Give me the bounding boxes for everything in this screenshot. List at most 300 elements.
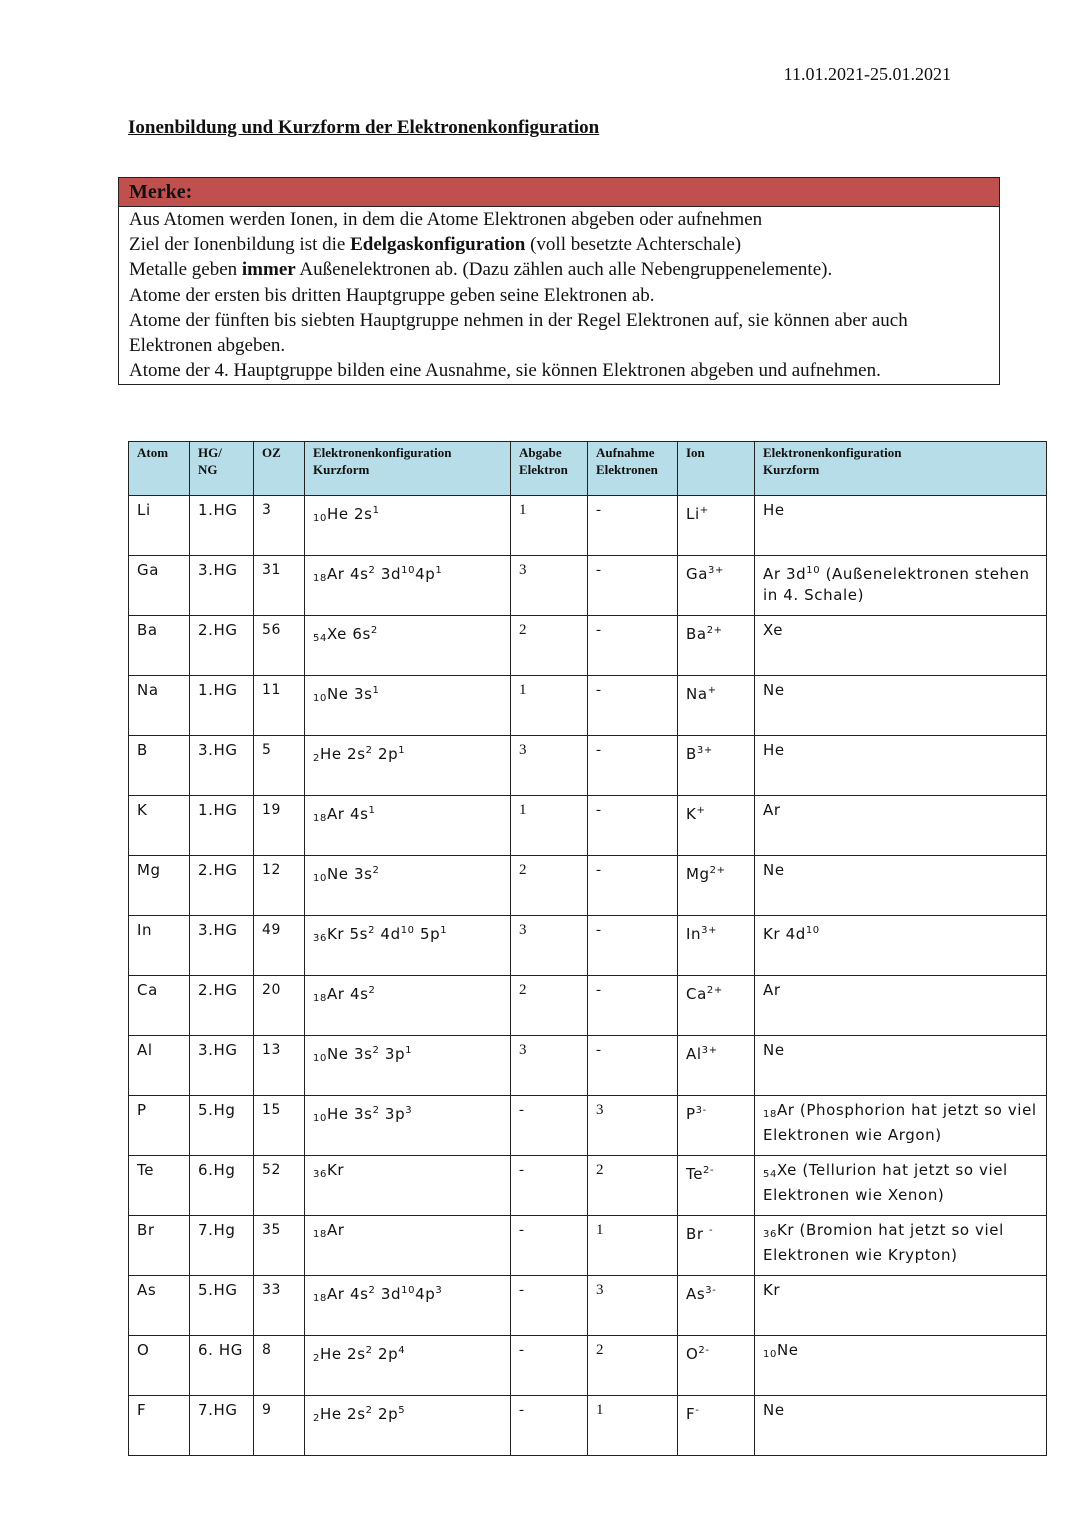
cell-abgabe: 3 <box>511 736 588 796</box>
cell-oz: 3 <box>254 496 305 556</box>
cell-ion-config: Ne <box>755 856 1047 916</box>
cell-oz: 15 <box>254 1096 305 1156</box>
table-row <box>129 976 1047 1036</box>
header-text: Kurzform <box>763 462 820 477</box>
cell-hg: 2.HG <box>190 856 254 916</box>
cell-hg: 6. HG <box>190 1336 254 1396</box>
config-gas: Ar <box>326 1221 345 1239</box>
table-row <box>129 1156 1047 1216</box>
cell-ion-config: Xe <box>755 616 1047 676</box>
merke-line <box>129 232 989 257</box>
config-prefix: 18 <box>313 813 327 824</box>
table-row <box>129 1216 1047 1276</box>
cell-ion <box>678 1096 755 1156</box>
cell-aufnahme: - <box>588 556 678 616</box>
ion-charge: + <box>707 685 717 696</box>
header-text: Elektronenkonfiguration <box>763 445 902 460</box>
config-orbital: 4p <box>415 565 436 583</box>
cell-aufnahme: 1 <box>588 1216 678 1276</box>
cell-atom: Al <box>129 1036 190 1096</box>
cell-abgabe: 2 <box>511 616 588 676</box>
table-row <box>129 736 1047 796</box>
ion-symbol: Al <box>686 1045 702 1063</box>
cell-abgabe: - <box>511 1216 588 1276</box>
merke-line: Atome der 4. Hauptgruppe bilden eine Ausnahme, sie können Elektronen abgeben und aufnehmen. <box>129 360 881 382</box>
merke-line: Aus Atomen werden Ionen, in dem die Atome Elektronen abgeben oder aufnehmen <box>129 209 763 230</box>
col-header-hg <box>190 442 254 496</box>
config-orbital: 2p <box>372 745 399 763</box>
table-row <box>129 796 1047 856</box>
config-orbital: 2s <box>341 1345 366 1363</box>
config-orbital: 3s <box>348 1045 373 1063</box>
cell-aufnahme: - <box>588 976 678 1036</box>
ion-charge: + <box>699 505 709 516</box>
cell-abgabe: - <box>511 1096 588 1156</box>
config-gas: Ar <box>326 805 345 823</box>
table-row <box>129 856 1047 916</box>
ion-config-note: Ne <box>776 1341 799 1359</box>
config-exp: 2 <box>372 865 380 876</box>
col-header-aufnahme <box>588 442 678 496</box>
cell-ion <box>678 1336 755 1396</box>
merke-text: Außenelektronen ab. (Dazu zählen auch alle Nebengruppenelemente). <box>295 259 833 281</box>
config-exp: 2 <box>365 1345 373 1356</box>
config-prefix: 36 <box>313 1169 327 1180</box>
merke-line <box>129 257 989 282</box>
cell-config <box>305 796 511 856</box>
merke-bold: immer <box>241 259 296 281</box>
table-row <box>129 676 1047 736</box>
cell-aufnahme: - <box>588 676 678 736</box>
cell-ion <box>678 676 755 736</box>
cell-aufnahme: - <box>588 736 678 796</box>
config-orbital: 2p <box>372 1345 399 1363</box>
config-gas: Ar <box>326 565 345 583</box>
col-header-ion: Ion <box>678 442 755 496</box>
merke-line: Atome der ersten bis dritten Hauptgruppe geben seine Elektronen ab. <box>129 284 655 306</box>
merke-bold: Edelgaskonfiguration <box>350 234 526 256</box>
config-exp: 2 <box>368 565 376 576</box>
ion-symbol: Te <box>686 1165 704 1183</box>
cell-config <box>305 1396 511 1456</box>
cell-atom: Br <box>129 1216 190 1276</box>
config-prefix: 18 <box>313 1229 327 1240</box>
cell-ion <box>678 556 755 616</box>
cell-config <box>305 1276 511 1336</box>
config-exp: 1 <box>372 685 380 696</box>
cell-hg: 3.HG <box>190 556 254 616</box>
cell-oz: 56 <box>254 616 305 676</box>
config-exp: 10 <box>401 1285 416 1296</box>
cell-ion <box>678 496 755 556</box>
config-exp: 5 <box>398 1405 406 1416</box>
config-prefix: 18 <box>313 1293 327 1304</box>
cell-oz: 9 <box>254 1396 305 1456</box>
cell-ion-config <box>755 1336 1047 1396</box>
config-orbital: 3s <box>348 1105 373 1123</box>
table-row <box>129 1336 1047 1396</box>
cell-oz: 31 <box>254 556 305 616</box>
cell-atom: K <box>129 796 190 856</box>
cell-config <box>305 976 511 1036</box>
config-exp: 10 <box>400 925 415 936</box>
cell-ion <box>678 1276 755 1336</box>
config-prefix: 2 <box>313 1353 320 1364</box>
config-prefix: 36 <box>763 1229 777 1240</box>
cell-config <box>305 556 511 616</box>
header-text: Kurzform <box>313 462 370 477</box>
cell-atom: Ba <box>129 616 190 676</box>
config-exp: 1 <box>405 1045 413 1056</box>
ion-charge: 3+ <box>696 745 713 756</box>
cell-ion <box>678 856 755 916</box>
cell-ion-config: Ar <box>755 976 1047 1036</box>
ion-charge: 3+ <box>701 1045 718 1056</box>
cell-hg: 6.Hg <box>190 1156 254 1216</box>
cell-ion-config: Ne <box>755 676 1047 736</box>
config-orbital: 5p <box>414 925 441 943</box>
cell-abgabe: 1 <box>511 676 588 736</box>
config-gas: Xe <box>326 625 347 643</box>
cell-hg: 1.HG <box>190 796 254 856</box>
cell-aufnahme: - <box>588 496 678 556</box>
ion-charge: 3- <box>695 1105 707 1116</box>
cell-ion <box>678 916 755 976</box>
cell-aufnahme: - <box>588 916 678 976</box>
ion-charge: 2+ <box>709 865 726 876</box>
merke-text: Metalle geben <box>129 259 242 281</box>
config-exp: 2 <box>368 925 376 936</box>
cell-atom: As <box>129 1276 190 1336</box>
ion-symbol: P <box>686 1105 696 1123</box>
cell-ion <box>678 796 755 856</box>
table-row <box>129 1096 1047 1156</box>
header-text: Aufnahme <box>596 445 655 460</box>
config-orbital: 2s <box>341 745 366 763</box>
ion-charge: 2- <box>703 1165 715 1176</box>
cell-oz: 49 <box>254 916 305 976</box>
cell-abgabe: - <box>511 1156 588 1216</box>
cell-aufnahme: - <box>588 796 678 856</box>
config-orbital: 4p <box>415 1285 436 1303</box>
config-gas: He <box>319 1345 342 1363</box>
ion-table <box>128 441 1047 1456</box>
config-prefix: 2 <box>313 1413 320 1424</box>
cell-config <box>305 676 511 736</box>
config-prefix: 18 <box>763 1109 777 1120</box>
table-row <box>129 916 1047 976</box>
cell-ion-config: Ne <box>755 1396 1047 1456</box>
config-orbital: 3d <box>375 1285 402 1303</box>
config-gas: He <box>326 505 349 523</box>
merke-text: (voll besetzte Achterschale) <box>525 234 742 256</box>
date-range: 11.01.2021-25.01.2021 <box>783 64 951 84</box>
config-exp: 1 <box>372 505 380 516</box>
cell-ion-config: Ne <box>755 1036 1047 1096</box>
ion-config-note: Xe (Tellurion hat jetzt so viel Elektronen wie Xenon) <box>763 1161 1008 1204</box>
cell-ion-config <box>755 1216 1047 1276</box>
col-header-ion-config <box>755 442 1047 496</box>
cell-abgabe: - <box>511 1336 588 1396</box>
cell-hg: 7.HG <box>190 1396 254 1456</box>
cell-atom: Mg <box>129 856 190 916</box>
cell-hg: 5.HG <box>190 1276 254 1336</box>
config-prefix: 54 <box>313 633 327 644</box>
cell-atom: O <box>129 1336 190 1396</box>
ion-charge: 2- <box>698 1345 710 1356</box>
cell-config <box>305 1156 511 1216</box>
cell-hg: 7.Hg <box>190 1216 254 1276</box>
header-text: Abgabe <box>519 445 562 460</box>
cell-config <box>305 1216 511 1276</box>
config-exp: 2 <box>370 625 378 636</box>
config-gas: He <box>326 1105 349 1123</box>
config-gas: He <box>319 745 342 763</box>
cell-oz: 19 <box>254 796 305 856</box>
cell-atom: Na <box>129 676 190 736</box>
ion-symbol: Ga <box>686 565 709 583</box>
ion-symbol: Ca <box>686 985 707 1003</box>
cell-aufnahme: 1 <box>588 1396 678 1456</box>
cell-aufnahme: - <box>588 616 678 676</box>
cell-ion-config <box>755 556 1047 616</box>
cell-ion-config <box>755 1156 1047 1216</box>
config-orbital: 2s <box>341 1405 366 1423</box>
cell-abgabe: 3 <box>511 916 588 976</box>
cell-aufnahme: 3 <box>588 1276 678 1336</box>
ion-charge: - <box>695 1405 700 1416</box>
ion-charge: 2+ <box>706 625 723 636</box>
config-orbital: 2p <box>372 1405 399 1423</box>
cell-config <box>305 1036 511 1096</box>
config-prefix: 36 <box>313 933 327 944</box>
page-title: Ionenbildung und Kurzform der Elektronenkonfiguration <box>128 117 600 138</box>
ion-symbol: Li <box>686 505 700 523</box>
merke-line: Atome der fünften bis siebten Hauptgruppe nehmen in der Regel Elektronen auf, sie können aber auch Elektronen abgeben. <box>129 309 908 357</box>
config-exp: 1 <box>398 745 406 756</box>
ion-charge: 3+ <box>701 925 718 936</box>
ion-config-text: Kr 4d <box>763 925 806 943</box>
ion-symbol: As <box>686 1285 706 1303</box>
cell-oz: 35 <box>254 1216 305 1276</box>
cell-abgabe: 2 <box>511 856 588 916</box>
config-exp: 4 <box>398 1345 406 1356</box>
config-orbital: 3s <box>348 865 373 883</box>
cell-oz: 33 <box>254 1276 305 1336</box>
config-exp: 2 <box>372 1105 380 1116</box>
config-orbital: 4s <box>344 1285 369 1303</box>
config-orbital: 6s <box>346 625 371 643</box>
cell-abgabe: 2 <box>511 976 588 1036</box>
cell-ion <box>678 1396 755 1456</box>
cell-config <box>305 916 511 976</box>
col-header-oz: OZ <box>254 442 305 496</box>
ion-charge: 3- <box>705 1285 717 1296</box>
config-prefix: 2 <box>313 753 320 764</box>
table-header-row <box>129 442 1047 496</box>
config-prefix: 10 <box>313 1053 327 1064</box>
config-exp: 1 <box>435 565 443 576</box>
config-gas: Ne <box>326 865 349 883</box>
merke-text: Ziel der Ionenbildung ist die <box>129 234 351 256</box>
cell-ion-config <box>755 1096 1047 1156</box>
cell-hg: 5.Hg <box>190 1096 254 1156</box>
config-exp: 1 <box>368 805 376 816</box>
cell-aufnahme: - <box>588 856 678 916</box>
cell-oz: 8 <box>254 1336 305 1396</box>
config-gas: Ne <box>326 685 349 703</box>
ion-symbol: Na <box>686 685 708 703</box>
config-exp: 1 <box>440 925 448 936</box>
config-orbital: 2s <box>348 505 373 523</box>
header-text: Elektron <box>519 462 568 477</box>
col-header-abgabe <box>511 442 588 496</box>
cell-hg: 3.HG <box>190 916 254 976</box>
ion-symbol: B <box>686 745 697 763</box>
config-orbital: 4s <box>344 805 369 823</box>
config-prefix: 10 <box>313 693 327 704</box>
ion-symbol: Mg <box>686 865 710 883</box>
ion-config-note: Kr (Bromion hat jetzt so viel Elektronen wie Krypton) <box>763 1221 1004 1264</box>
cell-oz: 11 <box>254 676 305 736</box>
config-orbital: 3d <box>375 565 402 583</box>
table-row <box>129 1036 1047 1096</box>
table-row <box>129 496 1047 556</box>
config-orbital: 3p <box>379 1045 406 1063</box>
config-prefix: 10 <box>313 873 327 884</box>
cell-atom: In <box>129 916 190 976</box>
config-exp: 2 <box>365 1405 373 1416</box>
header-text: NG <box>198 462 218 477</box>
cell-ion <box>678 1036 755 1096</box>
cell-aufnahme: 3 <box>588 1096 678 1156</box>
config-gas: Ne <box>326 1045 349 1063</box>
cell-abgabe: 1 <box>511 796 588 856</box>
cell-atom: P <box>129 1096 190 1156</box>
merke-box <box>118 177 1000 385</box>
cell-ion <box>678 1216 755 1276</box>
cell-atom: Li <box>129 496 190 556</box>
cell-ion <box>678 976 755 1036</box>
cell-ion-config: Kr <box>755 1276 1047 1336</box>
config-orbital: 3s <box>348 685 373 703</box>
ion-symbol: K <box>686 805 697 823</box>
config-exp: 2 <box>368 1285 376 1296</box>
cell-hg: 1.HG <box>190 496 254 556</box>
cell-config <box>305 736 511 796</box>
config-gas: Kr <box>326 1161 345 1179</box>
cell-hg: 2.HG <box>190 976 254 1036</box>
cell-oz: 13 <box>254 1036 305 1096</box>
config-orbital: 4d <box>375 925 401 943</box>
config-exp: 10 <box>806 565 821 576</box>
cell-hg: 2.HG <box>190 616 254 676</box>
cell-atom: Ca <box>129 976 190 1036</box>
ion-charge: 3+ <box>708 565 724 576</box>
config-gas: Kr <box>326 925 345 943</box>
config-exp: 3 <box>435 1285 443 1296</box>
table-row <box>129 556 1047 616</box>
cell-abgabe: - <box>511 1396 588 1456</box>
merke-body <box>119 207 999 384</box>
config-orbital: 4s <box>344 985 369 1003</box>
merke-heading: Merke: <box>119 178 999 207</box>
cell-ion <box>678 1156 755 1216</box>
cell-config <box>305 496 511 556</box>
cell-abgabe: - <box>511 1276 588 1336</box>
config-exp: 2 <box>372 1045 380 1056</box>
ion-symbol: Br <box>686 1225 704 1243</box>
config-prefix: 10 <box>313 513 327 524</box>
config-exp: 3 <box>405 1105 413 1116</box>
ion-symbol: In <box>686 925 702 943</box>
cell-ion-config: Ar <box>755 796 1047 856</box>
cell-ion <box>678 616 755 676</box>
cell-hg: 3.HG <box>190 736 254 796</box>
config-exp: 10 <box>805 925 820 936</box>
config-prefix: 18 <box>313 993 327 1004</box>
cell-oz: 52 <box>254 1156 305 1216</box>
cell-abgabe: 3 <box>511 556 588 616</box>
table-row <box>129 616 1047 676</box>
cell-atom: F <box>129 1396 190 1456</box>
cell-hg: 1.HG <box>190 676 254 736</box>
cell-oz: 5 <box>254 736 305 796</box>
config-exp: 2 <box>365 745 373 756</box>
cell-config <box>305 1336 511 1396</box>
header-text: Elektronenkonfiguration <box>313 445 452 460</box>
table-row <box>129 1396 1047 1456</box>
header-text: Elektronen <box>596 462 658 477</box>
config-prefix: 18 <box>313 573 327 584</box>
config-gas: He <box>319 1405 342 1423</box>
ion-charge: 2+ <box>706 985 723 996</box>
ion-config-text: Ar 3d <box>763 565 807 583</box>
ion-symbol: O <box>686 1345 699 1363</box>
cell-atom: B <box>129 736 190 796</box>
table-row <box>129 1276 1047 1336</box>
ion-charge: + <box>696 805 706 816</box>
ion-symbol: Ba <box>686 625 707 643</box>
config-prefix: 10 <box>763 1349 777 1360</box>
cell-ion <box>678 736 755 796</box>
cell-oz: 20 <box>254 976 305 1036</box>
cell-hg: 3.HG <box>190 1036 254 1096</box>
cell-oz: 12 <box>254 856 305 916</box>
cell-aufnahme: 2 <box>588 1336 678 1396</box>
col-header-atom: Atom <box>129 442 190 496</box>
config-prefix: 54 <box>763 1169 777 1180</box>
config-orbital: 5s <box>344 925 369 943</box>
config-prefix: 10 <box>313 1113 327 1124</box>
cell-aufnahme: - <box>588 1036 678 1096</box>
config-gas: Ar <box>326 985 345 1003</box>
config-orbital: 4s <box>344 565 369 583</box>
cell-abgabe: 1 <box>511 496 588 556</box>
config-orbital: 3p <box>379 1105 406 1123</box>
cell-abgabe: 3 <box>511 1036 588 1096</box>
cell-config <box>305 616 511 676</box>
config-gas: Ar <box>326 1285 345 1303</box>
config-exp: 2 <box>368 985 376 996</box>
cell-atom: Te <box>129 1156 190 1216</box>
ion-charge: - <box>709 1225 714 1236</box>
cell-config <box>305 856 511 916</box>
cell-aufnahme: 2 <box>588 1156 678 1216</box>
cell-config <box>305 1096 511 1156</box>
config-exp: 10 <box>401 565 416 576</box>
cell-ion-config <box>755 916 1047 976</box>
